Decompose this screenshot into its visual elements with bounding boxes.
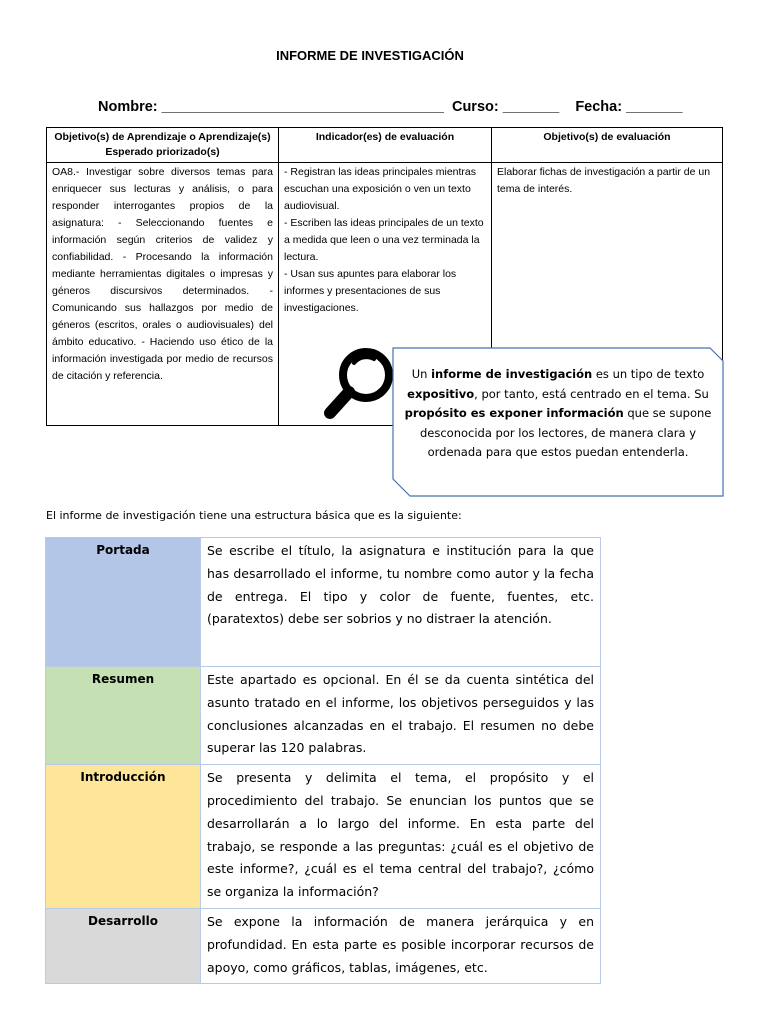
objectives-header-row (47, 128, 723, 163)
callout-text: Un informe de investigación es un tipo de texto expositivo, por tanto, está centrado en el tema. Su propósito es exponer información que se supone desconocida por los lectores, de manera clara y ordenada para que estos puedan entenderla. (404, 367, 712, 459)
header-evaluation-objective: Objetivo(s) de evaluación (492, 128, 723, 163)
desc-portada: Se escribe el título, la asignatura e institución para la que has desarrollado el informe, tu nombre como autor y la fecha de entrega. El tipo y color de fuente, fuentes, etc. (paratextos) debe ser sobrios y no distraer la atención. (201, 538, 601, 667)
label-resumen: Resumen (46, 667, 201, 765)
structure-row-desarrollo (46, 908, 601, 983)
structure-row-portada (46, 538, 601, 667)
date-label: Fecha: (575, 99, 623, 115)
name-field[interactable]: ___________________________________ (161, 99, 444, 115)
structure-intro: El informe de investigación tiene una estructura básica que es la siguiente: (46, 509, 462, 522)
structure-table (45, 537, 601, 984)
name-label: Nombre: (98, 99, 158, 115)
date-field[interactable]: _______ (626, 99, 683, 115)
label-introduccion: Introducción (46, 765, 201, 909)
course-field[interactable]: _______ (502, 99, 560, 115)
structure-row-resumen (46, 667, 601, 765)
structure-row-introduccion (46, 765, 601, 909)
magnifying-glass-icon (322, 345, 396, 423)
indicator-item: - Escriben las ideas principales de un texto a medida que leen o una vez terminada la lectura. (284, 217, 484, 263)
learning-objective-cell: OA8.- Investigar sobre diversos temas para enriquecer sus lecturas y análisis, o para responder interrogantes propios de la asignatura: - Seleccionando fuentes e información según criterios de validez y confiabilidad. - Procesando la información mediante herramientas digitales o impresas y géneros discursivos determinados. - Comunicando sus hallazgos por medio de géneros (escritos, orales o audiovisuales) del ámbito educativo. - Haciendo uso ético de la información investigada por medio de recursos de citación y referencia. (47, 163, 279, 426)
document-title: INFORME DE INVESTIGACIÓN (276, 48, 464, 63)
course-label: Curso: (451, 99, 499, 115)
desc-introduccion: Se presenta y delimita el tema, el propósito y el procedimiento del trabajo. Se enuncian los puntos que se desarrollarán a lo largo del informe. En esta parte del trabajo, se responde a las preguntas: ¿cuál es el objetivo de este informe?, ¿cuál es el tema central del trabajo?, ¿cómo se organiza la información? (201, 765, 601, 909)
definition-callout (392, 347, 724, 497)
header-learning-objective: Objetivo(s) de Aprendizaje o Aprendizaje(s) Esperado priorizado(s) (47, 128, 279, 163)
desc-desarrollo: Se expone la información de manera jerárquica y en profundidad. En esta parte es posible incorporar recursos de apoyo, como gráficos, tablas, imágenes, etc. (201, 908, 601, 983)
label-desarrollo: Desarrollo (46, 908, 201, 983)
indicator-item: - Registran las ideas principales mientras escuchan una exposición o ven un texto audiovisual. (284, 166, 476, 212)
header-indicators: Indicador(es) de evaluación (279, 128, 492, 163)
desc-resumen: Este apartado es opcional. En él se da cuenta sintética del asunto tratado en el informe, los objetivos perseguidos y las conclusiones alcanzadas en el trabajo. El resumen no debe superar las 120 palabras. (201, 667, 601, 765)
student-header (98, 99, 683, 115)
evaluation-objective-cell: Elaborar fichas de investigación a partir de un tema de interés. (492, 163, 723, 426)
indicator-item: - Usan sus apuntes para elaborar los informes y presentaciones de sus investigaciones. (284, 268, 457, 314)
label-portada: Portada (46, 538, 201, 667)
